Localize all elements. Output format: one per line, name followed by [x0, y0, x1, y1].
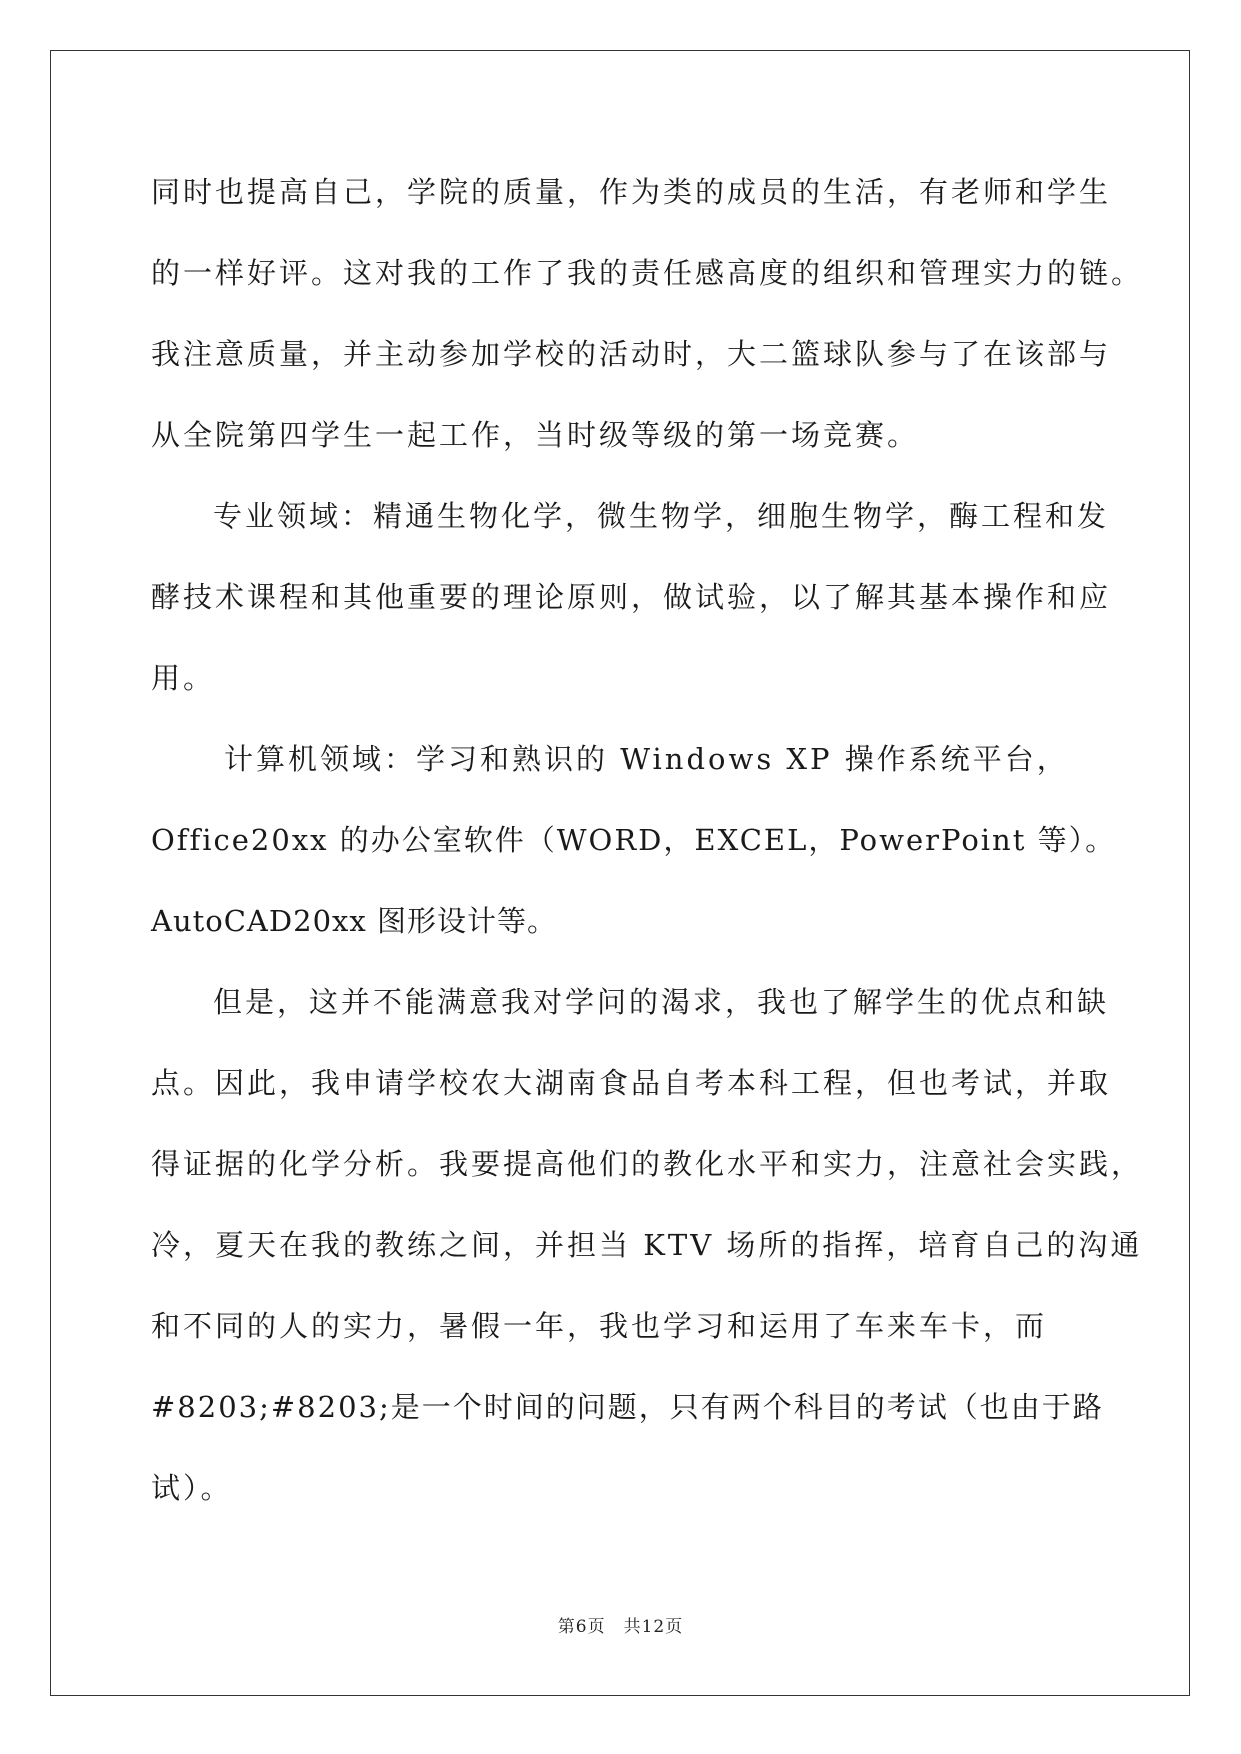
- text-line: 用。: [151, 661, 216, 695]
- text-line: 我注意质量，并主动参加学校的活动时，大二篮球队参与了在该部与: [151, 337, 1112, 371]
- text-line: #8203;#8203;是一个时间的问题，只有两个科目的考试（也由于路: [151, 1390, 1104, 1424]
- text-line: 试）。: [151, 1471, 233, 1505]
- text-line: 同时也提高自己，学院的质量，作为类的成员的生活，有老师和学生: [151, 175, 1112, 209]
- page-total: 共12页: [623, 1617, 684, 1637]
- text-line: 的一样好评。这对我的工作了我的责任感高度的组织和管理实力的链。: [151, 256, 1144, 290]
- page-footer: [0, 1612, 1241, 1637]
- text-line-indented: 但是，这并不能满意我对学问的渴求，我也了解学生的优点和缺: [213, 985, 1110, 1019]
- text-line-indented: 计算机领域：学习和熟识的 Windows XP 操作系统平台，: [224, 742, 1069, 776]
- page-number: 第6页: [557, 1617, 606, 1637]
- text-line: 得证据的化学分析。我要提高他们的教化水平和实力，注意社会实践，: [151, 1147, 1144, 1181]
- text-line-indented: 专业领域：精通生物化学，微生物学，细胞生物学，酶工程和发: [213, 499, 1110, 533]
- text-line: 点。因此，我申请学校农大湖南食品自考本科工程，但也考试，并取: [151, 1066, 1112, 1100]
- page-border: [50, 50, 1190, 1696]
- text-line: 和不同的人的实力，暑假一年，我也学习和运用了车来车卡，而: [151, 1309, 1048, 1343]
- text-line: 酵技术课程和其他重要的理论原则，做试验，以了解其基本操作和应: [151, 580, 1112, 614]
- text-line: 从全院第四学生一起工作，当时级等级的第一场竞赛。: [151, 418, 920, 452]
- text-line: AutoCAD20xx 图形设计等。: [151, 904, 557, 938]
- text-line: Office20xx 的办公室软件（WORD，EXCEL，PowerPoint 等）。: [151, 823, 1117, 857]
- text-line: 冷，夏天在我的教练之间，并担当 KTV 场所的指挥，培育自己的沟通: [151, 1228, 1143, 1262]
